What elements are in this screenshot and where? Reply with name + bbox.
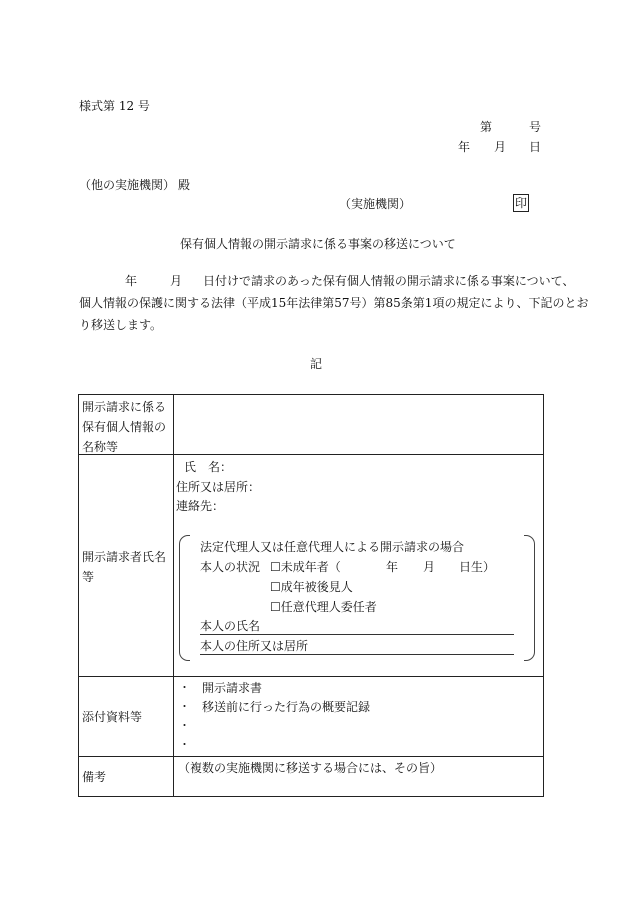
proxy-person-address-label: 本人の住所又は居所: [200, 639, 309, 653]
proxy-delegator-option: ☐任意代理人委任者: [270, 600, 377, 614]
bullet-3: ・: [179, 719, 190, 732]
table-column-divider: [173, 395, 174, 796]
row-label-attachments: 添付資料等: [82, 710, 143, 724]
details-table: [78, 394, 544, 797]
row-label-requester: [82, 547, 166, 587]
body-date-month: 月: [170, 274, 183, 288]
field-name-label: 氏 名：: [184, 460, 233, 474]
proxy-birth-day: 日生）: [459, 560, 496, 574]
document-title: 保有個人情報の開示請求に係る事案の移送について: [180, 237, 456, 251]
body-line-1-tail: 日付けで請求のあった保有個人情報の開示請求に係る事案について、: [203, 274, 575, 288]
doc-number-prefix: 第: [480, 120, 493, 134]
ki-heading: 記: [310, 357, 323, 371]
attachment-text-2: 移送前に行った行為の概要記録: [202, 700, 371, 714]
body-line-2: 個人情報の保護に関する法律（平成15年法律第57号）第85条第1項の規定により、下記のとお: [79, 296, 589, 310]
date-day: 日: [529, 140, 542, 154]
form-number: 様式第 12 号: [79, 99, 150, 113]
body-line-3: り移送します。: [79, 318, 163, 332]
proxy-birth-year: 年: [386, 560, 399, 574]
recipient-org: （他の実施機関）: [79, 178, 176, 192]
proxy-title: 法定代理人又は任意代理人による開示請求の場合: [200, 540, 465, 554]
proxy-person-address-underline: [200, 654, 514, 655]
proxy-guardian-option: ☐成年被後見人: [270, 580, 353, 594]
proxy-box-bottom-mask: [190, 658, 524, 662]
row-divider-3: [79, 756, 543, 757]
doc-number-suffix: 号: [529, 120, 542, 134]
field-contact-label: 連絡先：: [176, 499, 225, 513]
row-label-info-name-line-2: 保有個人情報の: [82, 420, 167, 434]
recipient-honorific: 殿: [178, 178, 191, 192]
remarks-note: （複数の実施機関に移送する場合には、その旨）: [178, 761, 443, 775]
proxy-person-name-underline: [200, 634, 514, 635]
row-divider-2: [79, 676, 543, 677]
row-label-info-name: [82, 397, 166, 457]
body-paragraph: [79, 270, 589, 336]
body-date-year: 年: [125, 274, 138, 288]
row-label-requester-line-2: 等: [82, 570, 95, 584]
seal-mark: 印: [514, 196, 527, 210]
proxy-birth-month: 月: [423, 560, 436, 574]
row-label-requester-line-1: 開示請求者氏名: [82, 550, 167, 564]
date-year: 年: [458, 140, 471, 154]
body-line-1: [79, 270, 575, 292]
row-label-info-name-line-3: 名称等: [82, 440, 119, 454]
bullet-1: ・: [179, 681, 190, 694]
attachment-text-1: 開示請求書: [202, 681, 263, 695]
bullet-4: ・: [179, 738, 190, 751]
proxy-minor-option: ☐未成年者（: [270, 560, 341, 574]
proxy-box-top-mask: [190, 534, 524, 538]
proxy-person-name-label: 本人の氏名: [200, 619, 261, 633]
bullet-2: ・: [179, 700, 190, 713]
field-address-label: 住所又は居所：: [176, 480, 261, 494]
proxy-request-box: [179, 535, 535, 661]
sender-org: （実施機関）: [339, 197, 412, 211]
row-label-info-name-line-1: 開示請求に係る: [82, 400, 167, 414]
proxy-status-label: 本人の状況: [200, 560, 261, 574]
date-month: 月: [494, 140, 507, 154]
row-label-remarks: 備考: [82, 770, 107, 784]
